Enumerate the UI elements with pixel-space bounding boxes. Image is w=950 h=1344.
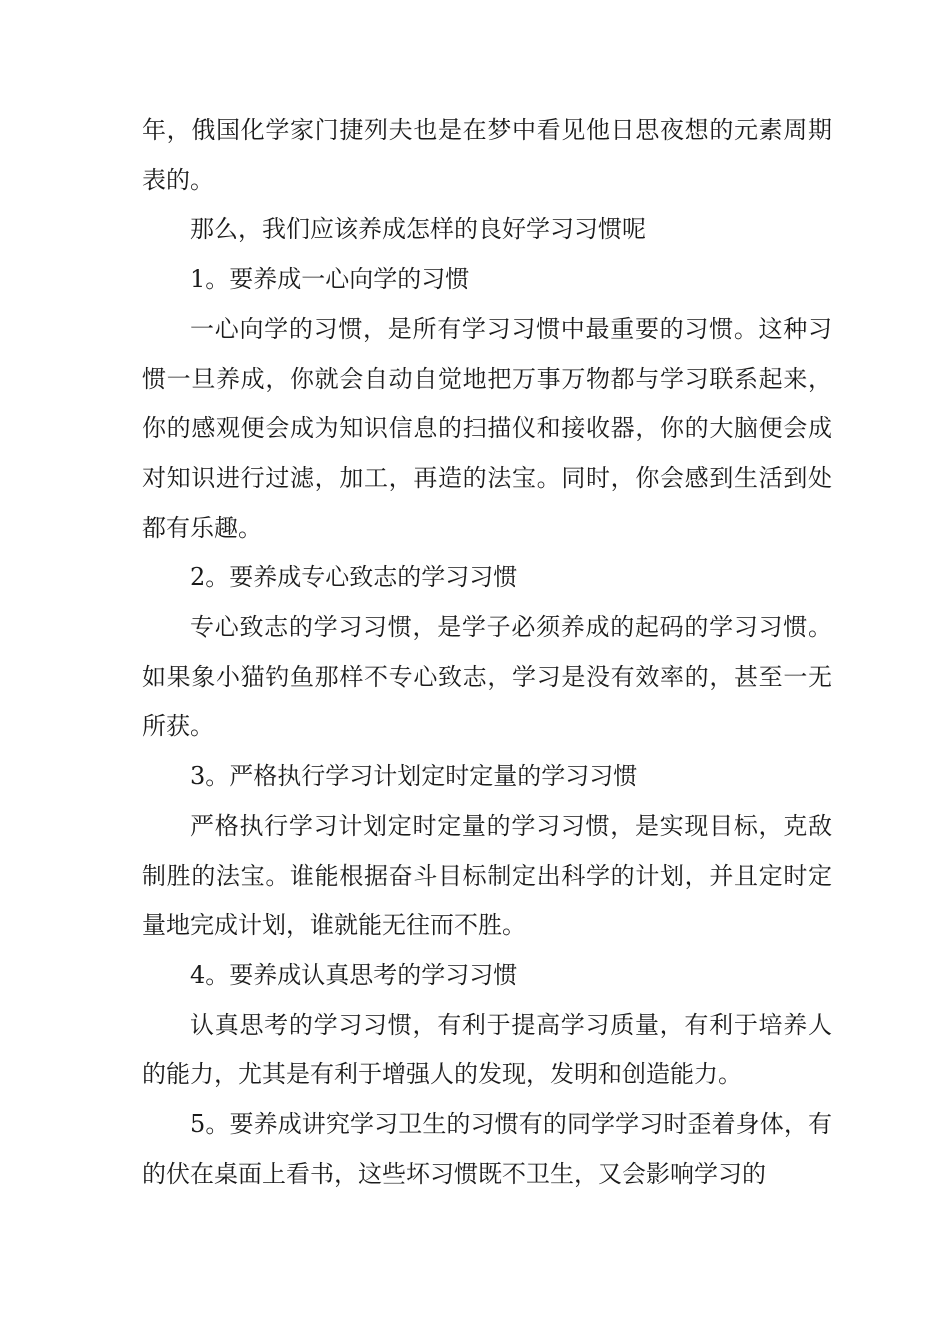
paragraph: 一心向学的习惯，是所有学习习惯中最重要的习惯。这种习惯一旦养成，你就会自动自觉地把万事万物都与学习联系起来，你的感观便会成为知识信息的扫描仪和接收器，你的大脑便会成对知识进行过滤，加工，再造的法宝。同时，你会感到生活到处都有乐趣。 (142, 314, 832, 542)
section-heading: 3。严格执行学习计划定时定量的学习习惯 (190, 762, 638, 791)
paragraph: 专心致志的学习习惯，是学子必须养成的起码的学习习惯。如果象小猫钓鱼那样不专心致志，学习是没有效率的，甚至一无所获。 (142, 613, 832, 741)
document-body (142, 106, 832, 1199)
paragraph: 年，俄国化学家门捷列夫也是在梦中看见他日思夜想的元素周期表的。 (142, 116, 832, 194)
section-heading: 2。要养成专心致志的学习习惯 (190, 563, 518, 592)
paragraph: 那么，我们应该养成怎样的良好学习习惯呢 (190, 215, 646, 244)
paragraph: 严格执行学习计划定时定量的学习习惯，是实现目标，克敌制胜的法宝。谁能根据奋斗目标制定出科学的计划，并且定时定量地完成计划，谁就能无往而不胜。 (142, 811, 832, 940)
paragraph: 认真思考的学习习惯，有利于提高学习质量，有利于培养人的能力，尤其是有利于增强人的发现，发明和创造能力。 (142, 1010, 832, 1089)
section-heading: 4。要养成认真思考的学习习惯 (190, 960, 518, 989)
section-heading: 1。要养成一心向学的习惯 (190, 265, 470, 294)
paragraph: 5。要养成讲究学习卫生的习惯有的同学学习时歪着身体，有的伏在桌面上看书，这些坏习惯既不卫生，又会影响学习的 (142, 1110, 832, 1188)
